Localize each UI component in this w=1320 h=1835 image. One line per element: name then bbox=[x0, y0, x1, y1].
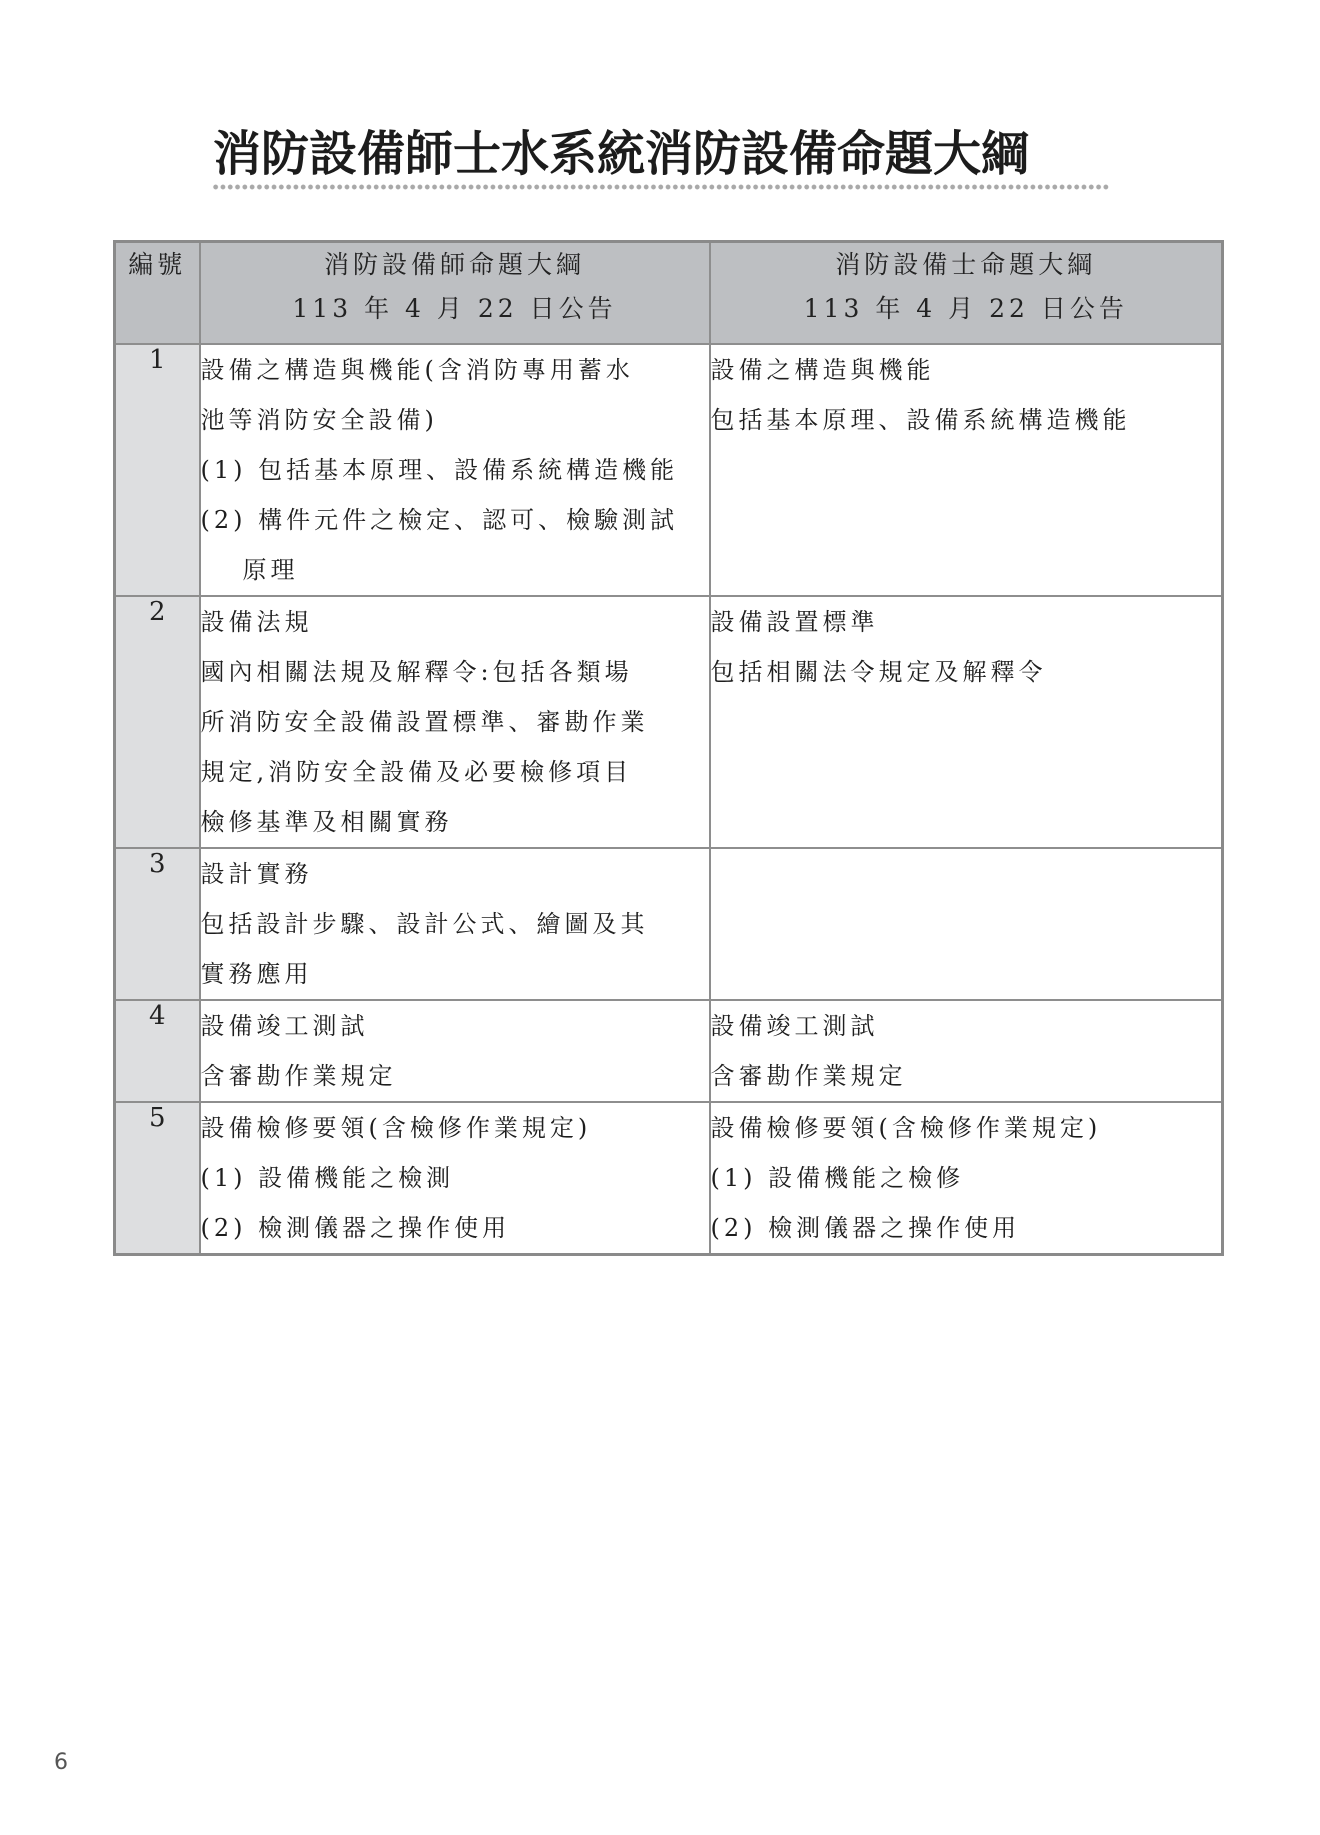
master-cell: 設備之構造與機能(含消防專用蓄水 池等消防安全設備) (1) 包括基本原理、設備系統構造機能 (2) 構件元件之檢定、認可、檢驗測試 原理 bbox=[200, 344, 710, 596]
page-title: 消防設備師士水系統消防設備命題大綱 bbox=[213, 126, 1030, 182]
master-cell: 設備檢修要領(含檢修作業規定) (1) 設備機能之檢測 (2) 檢測儀器之操作使用 bbox=[200, 1102, 710, 1255]
technician-cell: 設備之構造與機能 包括基本原理、設備系統構造機能 bbox=[710, 344, 1223, 596]
row-number: 4 bbox=[115, 1000, 200, 1102]
technician-cell: 設備檢修要領(含檢修作業規定) (1) 設備機能之檢修 (2) 檢測儀器之操作使用 bbox=[710, 1102, 1223, 1255]
exam-outline-table bbox=[113, 240, 1224, 1256]
header-technician-title: 消防設備士命題大綱 bbox=[835, 250, 1097, 279]
master-cell: 設備法規 國內相關法規及解釋令:包括各類場 所消防安全設備設置標準、審勘作業 規定,消防安全設備及必要檢修項目 檢修基準及相關實務 bbox=[200, 596, 710, 848]
row-number: 1 bbox=[115, 344, 200, 596]
table-row bbox=[115, 848, 1223, 1000]
header-number: 編號 bbox=[115, 242, 200, 345]
master-cell: 設計實務 包括設計步驟、設計公式、繪圖及其 實務應用 bbox=[200, 848, 710, 1000]
title-dotted-underline bbox=[212, 184, 1110, 190]
page-number: 6 bbox=[54, 1750, 68, 1775]
row-number: 3 bbox=[115, 848, 200, 1000]
row-number: 2 bbox=[115, 596, 200, 848]
table-row bbox=[115, 596, 1223, 848]
header-technician-outline bbox=[710, 242, 1223, 345]
header-master-title: 消防設備師命題大綱 bbox=[323, 250, 585, 279]
table-header-row bbox=[115, 242, 1223, 345]
header-master-date: 113 年 4 月 22 日公告 bbox=[292, 294, 617, 323]
master-cell: 設備竣工測試 含審勘作業規定 bbox=[200, 1000, 710, 1102]
header-technician-date: 113 年 4 月 22 日公告 bbox=[803, 294, 1128, 323]
row-number: 5 bbox=[115, 1102, 200, 1255]
table-row bbox=[115, 1000, 1223, 1102]
technician-cell: 設備設置標準 包括相關法令規定及解釋令 bbox=[710, 596, 1223, 848]
header-master-outline bbox=[200, 242, 710, 345]
table-row bbox=[115, 1102, 1223, 1255]
table-row bbox=[115, 344, 1223, 596]
technician-cell: 設備竣工測試 含審勘作業規定 bbox=[710, 1000, 1223, 1102]
technician-cell-empty bbox=[710, 848, 1223, 1000]
